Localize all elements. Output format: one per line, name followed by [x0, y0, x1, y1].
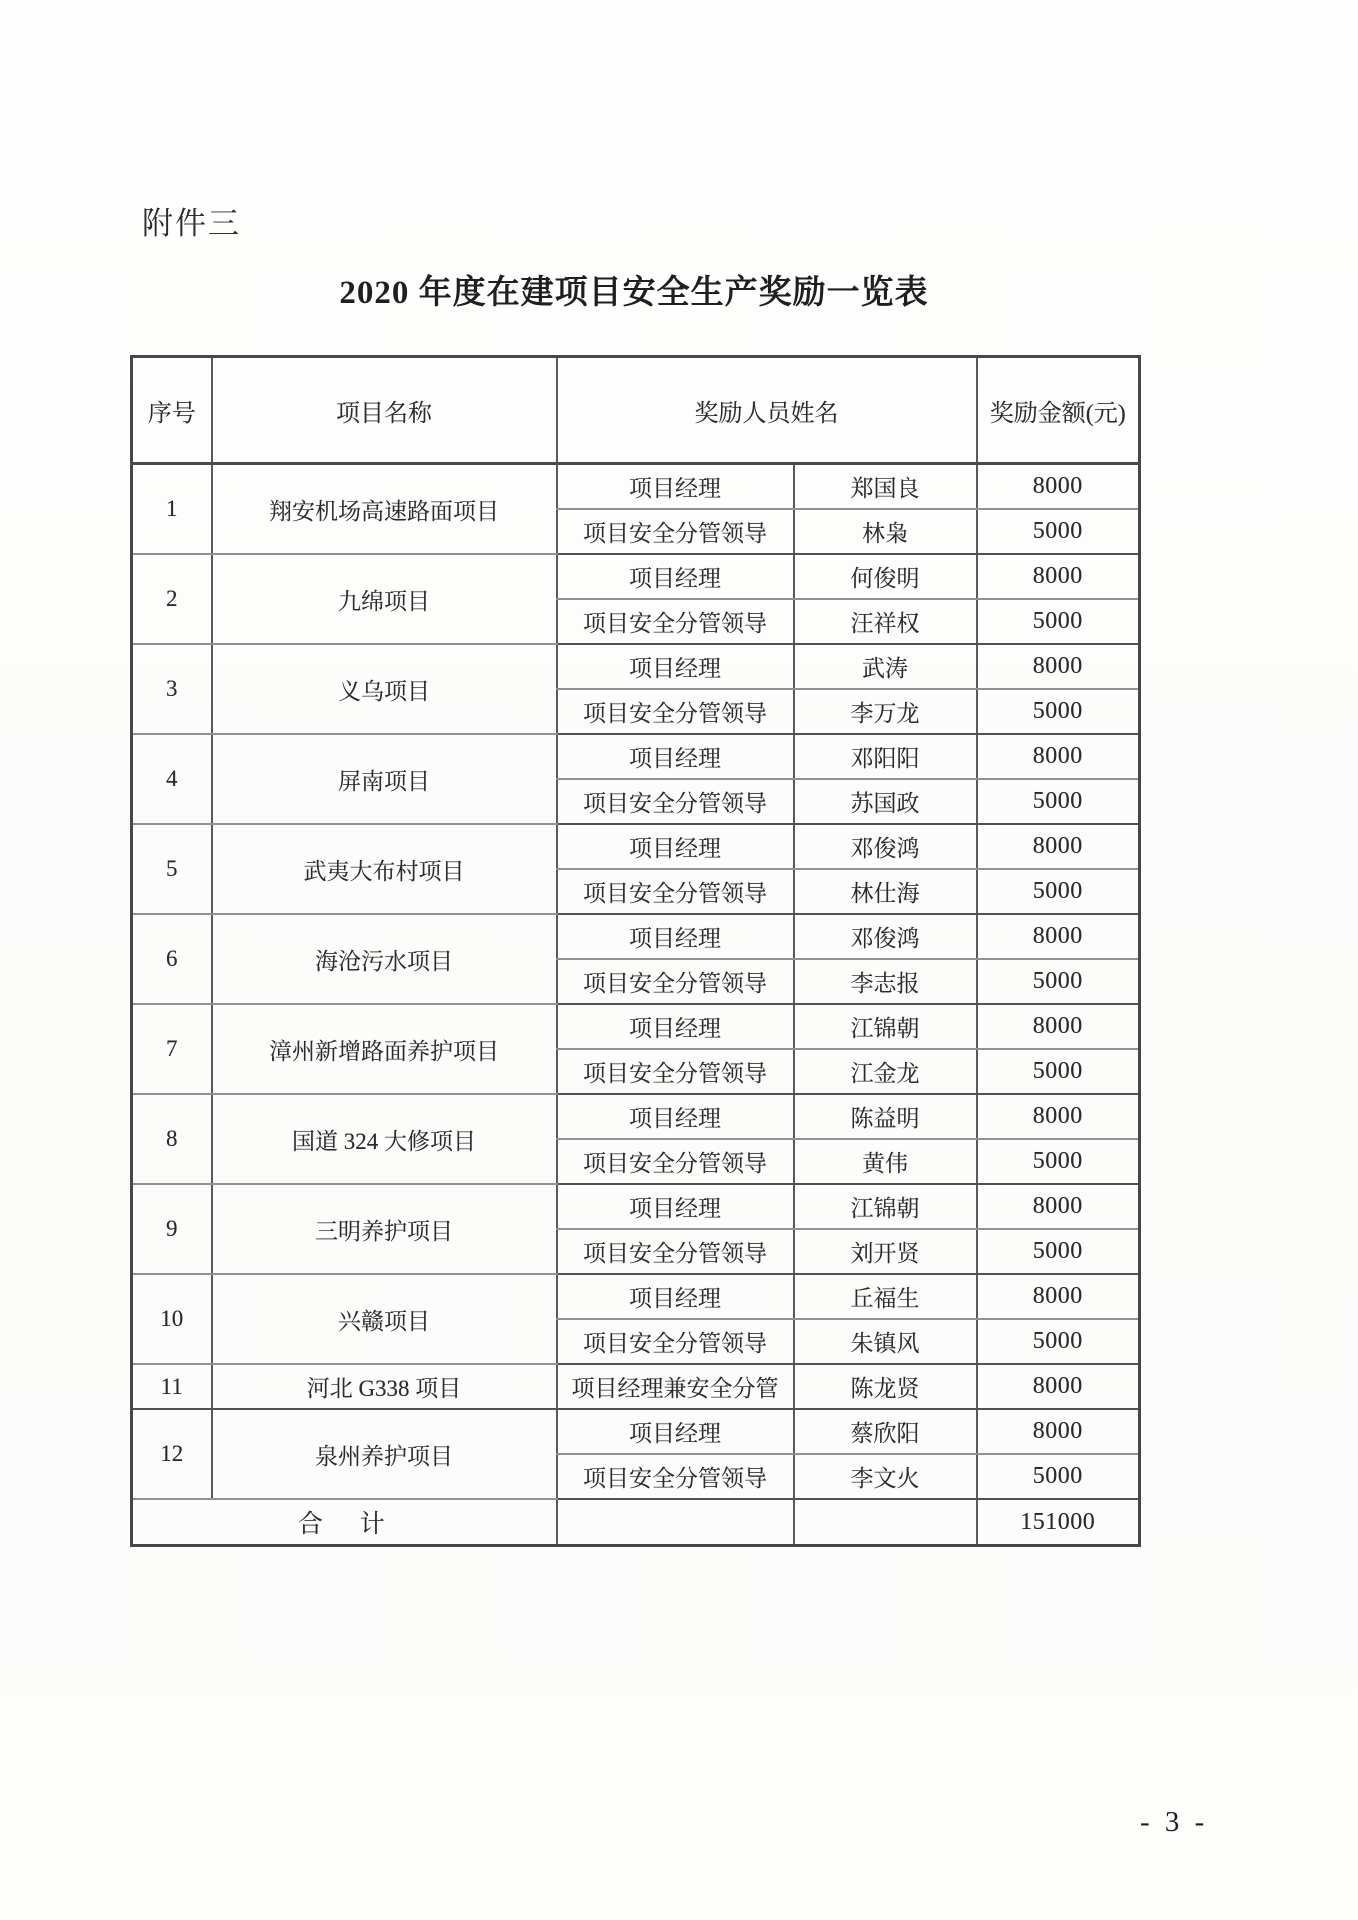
project-name: 义乌项目	[212, 644, 557, 734]
person-name: 邓俊鸿	[794, 824, 977, 869]
project-number: 2	[132, 554, 212, 644]
person-role: 项目安全分管领导	[557, 1229, 794, 1274]
person-name: 李文火	[794, 1454, 977, 1499]
person-name: 邓俊鸿	[794, 914, 977, 959]
total-amount: 151000	[977, 1499, 1140, 1546]
reward-amount: 8000	[977, 554, 1140, 599]
person-role: 项目安全分管领导	[557, 689, 794, 734]
project-name: 屏南项目	[212, 734, 557, 824]
table-row	[132, 824, 1140, 869]
person-role: 项目安全分管领导	[557, 599, 794, 644]
person-role: 项目经理	[557, 1184, 794, 1229]
reward-amount: 8000	[977, 1409, 1140, 1454]
table-row	[132, 1409, 1140, 1454]
person-role: 项目经理	[557, 1409, 794, 1454]
reward-amount: 8000	[977, 1094, 1140, 1139]
reward-amount: 8000	[977, 734, 1140, 779]
total-label: 合 计	[132, 1499, 557, 1546]
person-name: 何俊明	[794, 554, 977, 599]
table-row	[132, 1184, 1140, 1229]
person-role: 项目经理	[557, 824, 794, 869]
person-name: 林仕海	[794, 869, 977, 914]
total-empty-name	[794, 1499, 977, 1546]
attachment-label: 附件三	[142, 206, 241, 241]
total-empty-role	[557, 1499, 794, 1546]
reward-amount: 5000	[977, 1139, 1140, 1184]
table-row	[132, 1274, 1140, 1319]
project-number: 4	[132, 734, 212, 824]
person-role: 项目经理	[557, 554, 794, 599]
person-name: 苏国政	[794, 779, 977, 824]
person-name: 武涛	[794, 644, 977, 689]
project-name: 三明养护项目	[212, 1184, 557, 1274]
project-name: 河北 G338 项目	[212, 1364, 557, 1409]
person-role: 项目经理	[557, 1094, 794, 1139]
person-role: 项目安全分管领导	[557, 1454, 794, 1499]
project-name: 泉州养护项目	[212, 1409, 557, 1499]
person-name: 朱镇风	[794, 1319, 977, 1364]
reward-amount: 5000	[977, 689, 1140, 734]
person-name: 邓阳阳	[794, 734, 977, 779]
person-name: 江金龙	[794, 1049, 977, 1094]
project-name: 武夷大布村项目	[212, 824, 557, 914]
person-name: 江锦朝	[794, 1004, 977, 1049]
table-header-row	[132, 357, 1140, 464]
project-name: 漳州新增路面养护项目	[212, 1004, 557, 1094]
page-number: - 3 -	[1140, 1806, 1209, 1838]
reward-amount: 8000	[977, 1364, 1140, 1409]
reward-amount: 5000	[977, 509, 1140, 554]
header-no: 序号	[132, 357, 212, 464]
table-total-row	[132, 1499, 1140, 1546]
project-number: 5	[132, 824, 212, 914]
project-number: 3	[132, 644, 212, 734]
reward-amount: 8000	[977, 1184, 1140, 1229]
reward-table	[130, 355, 1141, 1547]
reward-amount: 8000	[977, 1004, 1140, 1049]
reward-amount: 8000	[977, 644, 1140, 689]
person-role: 项目经理	[557, 1004, 794, 1049]
person-name: 汪祥权	[794, 599, 977, 644]
person-role: 项目安全分管领导	[557, 959, 794, 1004]
project-number: 7	[132, 1004, 212, 1094]
person-role: 项目经理	[557, 914, 794, 959]
header-personnel: 奖励人员姓名	[557, 357, 977, 464]
person-name: 李万龙	[794, 689, 977, 734]
table-row	[132, 734, 1140, 779]
project-number: 11	[132, 1364, 212, 1409]
project-name: 海沧污水项目	[212, 914, 557, 1004]
reward-amount: 5000	[977, 599, 1140, 644]
table-row	[132, 644, 1140, 689]
person-name: 蔡欣阳	[794, 1409, 977, 1454]
header-project: 项目名称	[212, 357, 557, 464]
person-name: 陈龙贤	[794, 1364, 977, 1409]
person-role: 项目经理	[557, 734, 794, 779]
project-name: 翔安机场高速路面项目	[212, 464, 557, 555]
reward-amount: 5000	[977, 959, 1140, 1004]
person-role: 项目安全分管领导	[557, 1319, 794, 1364]
table-row	[132, 1364, 1140, 1409]
project-number: 9	[132, 1184, 212, 1274]
project-name: 九绵项目	[212, 554, 557, 644]
reward-amount: 5000	[977, 1229, 1140, 1274]
reward-amount: 8000	[977, 1274, 1140, 1319]
project-name: 国道 324 大修项目	[212, 1094, 557, 1184]
person-role: 项目安全分管领导	[557, 779, 794, 824]
person-name: 林枭	[794, 509, 977, 554]
person-role: 项目安全分管领导	[557, 1049, 794, 1094]
reward-amount: 5000	[977, 869, 1140, 914]
table-row	[132, 554, 1140, 599]
person-role: 项目经理	[557, 644, 794, 689]
project-number: 12	[132, 1409, 212, 1499]
header-amount: 奖励金额(元)	[977, 357, 1140, 464]
reward-amount: 8000	[977, 464, 1140, 510]
person-role: 项目经理	[557, 464, 794, 510]
document-title: 2020 年度在建项目安全生产奖励一览表	[339, 275, 929, 311]
table-row	[132, 1094, 1140, 1139]
reward-amount: 5000	[977, 1049, 1140, 1094]
project-number: 10	[132, 1274, 212, 1364]
person-name: 刘开贤	[794, 1229, 977, 1274]
person-role: 项目安全分管领导	[557, 1139, 794, 1184]
reward-amount: 8000	[977, 914, 1140, 959]
person-role: 项目经理	[557, 1274, 794, 1319]
person-name: 江锦朝	[794, 1184, 977, 1229]
person-role: 项目安全分管领导	[557, 509, 794, 554]
table-row	[132, 1004, 1140, 1049]
project-number: 8	[132, 1094, 212, 1184]
reward-amount: 8000	[977, 824, 1140, 869]
person-name: 陈益明	[794, 1094, 977, 1139]
person-name: 李志报	[794, 959, 977, 1004]
person-name: 丘福生	[794, 1274, 977, 1319]
reward-amount: 5000	[977, 1319, 1140, 1364]
person-role: 项目经理兼安全分管	[557, 1364, 794, 1409]
project-number: 6	[132, 914, 212, 1004]
person-role: 项目安全分管领导	[557, 869, 794, 914]
project-number: 1	[132, 464, 212, 555]
table-row	[132, 914, 1140, 959]
table-row	[132, 464, 1140, 510]
reward-amount: 5000	[977, 1454, 1140, 1499]
reward-amount: 5000	[977, 779, 1140, 824]
person-name: 郑国良	[794, 464, 977, 510]
project-name: 兴赣项目	[212, 1274, 557, 1364]
person-name: 黄伟	[794, 1139, 977, 1184]
